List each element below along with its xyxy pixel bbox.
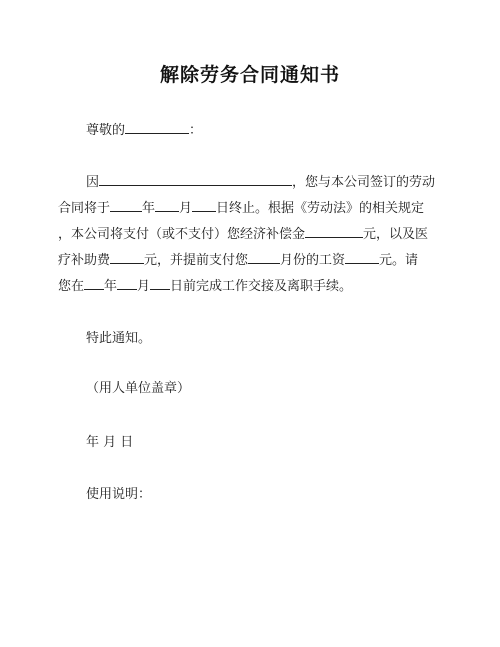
body-text: 日终止。根据《劳动法》的相关规定 bbox=[216, 201, 425, 216]
recipient-name-blank[interactable] bbox=[125, 120, 189, 134]
end-day-blank[interactable] bbox=[192, 198, 216, 212]
handover-year-blank[interactable] bbox=[84, 276, 104, 290]
body-text: 元，并提前支付您 bbox=[144, 253, 249, 268]
body-text: 年 bbox=[104, 279, 118, 294]
instructions-label: 使用说明： bbox=[86, 487, 152, 502]
end-year-blank[interactable] bbox=[110, 198, 142, 212]
body-line-5 bbox=[58, 276, 352, 296]
salary-amount-blank[interactable] bbox=[345, 250, 379, 264]
salutation-line bbox=[86, 120, 202, 140]
handover-month-blank[interactable] bbox=[117, 276, 137, 290]
body-text: 日前完成工作交接及离职手续。 bbox=[170, 279, 353, 294]
body-line-4 bbox=[58, 250, 418, 270]
reason-blank[interactable] bbox=[99, 172, 292, 186]
body-text: 月份的工资 bbox=[280, 253, 346, 268]
salutation-prefix: 尊敬的 bbox=[86, 123, 126, 138]
body-text: 因 bbox=[86, 175, 100, 190]
compensation-amount-blank[interactable] bbox=[305, 224, 363, 238]
salary-month-blank[interactable] bbox=[248, 250, 280, 264]
body-text: 您在 bbox=[58, 279, 85, 294]
seal-text: （用人单位盖章） bbox=[86, 381, 191, 396]
body-text: 月 bbox=[179, 201, 193, 216]
body-text: 元。请 bbox=[379, 253, 419, 268]
body-text: 元，以及医 bbox=[363, 227, 429, 242]
handover-day-blank[interactable] bbox=[150, 276, 170, 290]
body-line-3 bbox=[58, 224, 428, 244]
body-line-2 bbox=[58, 198, 424, 218]
closing-text: 特此通知。 bbox=[86, 331, 152, 346]
body-text: 月 bbox=[137, 279, 151, 294]
body-text: ，您与本公司签订的劳动 bbox=[292, 175, 436, 190]
body-text: 年 bbox=[142, 201, 156, 216]
salutation-suffix: ： bbox=[189, 123, 203, 138]
medical-subsidy-blank[interactable] bbox=[110, 250, 144, 264]
body-text: 合同将于 bbox=[58, 201, 111, 216]
body-text: ，本公司将支付（或不支付）您经济补偿金 bbox=[58, 227, 306, 242]
body-text: 疗补助费 bbox=[58, 253, 111, 268]
document-title: 解除劳务合同通知书 bbox=[159, 64, 340, 86]
end-month-blank[interactable] bbox=[155, 198, 179, 212]
body-line-1 bbox=[86, 172, 435, 192]
date-text: 年 月 日 bbox=[86, 435, 134, 450]
